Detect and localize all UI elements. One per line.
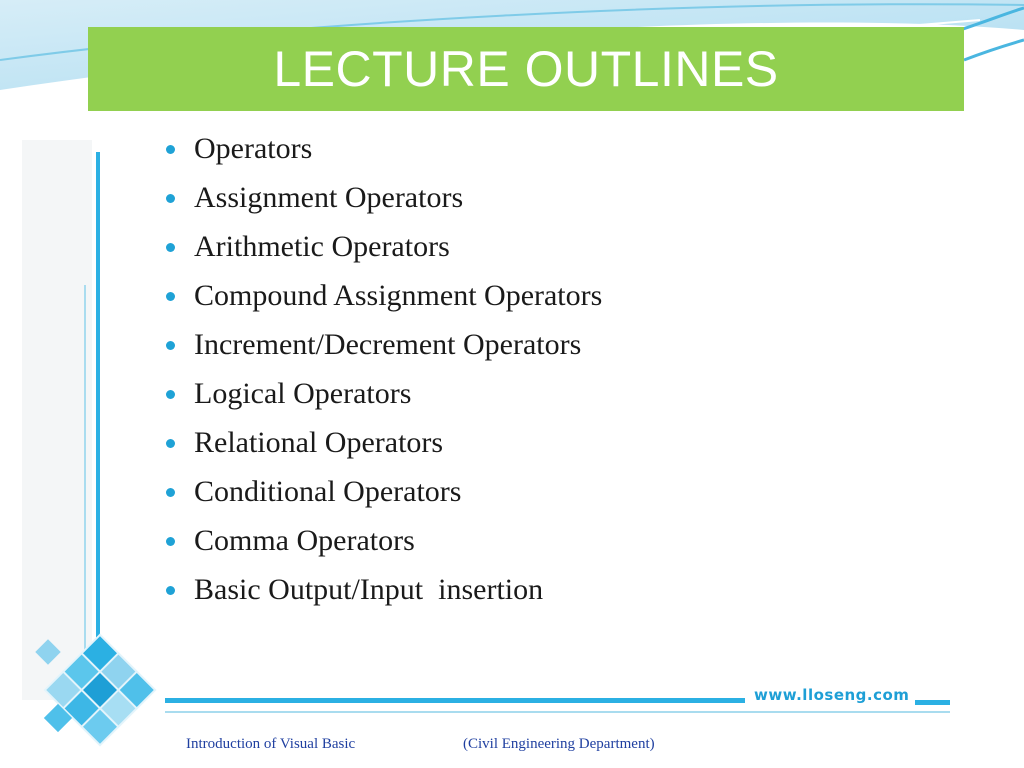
- outline-item-label: Comma Operators: [194, 523, 415, 557]
- bullet-icon: [166, 390, 175, 399]
- outline-item-label: Relational Operators: [194, 425, 444, 459]
- slide-title: LECTURE OUTLINES: [273, 41, 779, 97]
- outline-item-label: Operators: [194, 131, 313, 165]
- website-watermark: www.lloseng.com: [754, 686, 910, 704]
- outline-item-label: Arithmetic Operators: [194, 229, 450, 263]
- outline-item: [166, 222, 602, 271]
- outline-item: [166, 369, 602, 418]
- outline-item: [166, 173, 602, 222]
- bullet-icon: [166, 439, 175, 448]
- outline-item-label: Increment/Decrement Operators: [194, 327, 582, 361]
- bullet-icon: [166, 537, 175, 546]
- outline-item-label: Assignment Operators: [194, 180, 464, 214]
- bullet-icon: [166, 341, 175, 350]
- outline-item-label: Logical Operators: [194, 376, 412, 410]
- outline-item-label: Basic Output/Input insertion: [194, 572, 544, 606]
- outline-item: [166, 516, 602, 565]
- footer-department: (Civil Engineering Department): [463, 736, 655, 752]
- bullet-icon: [166, 292, 175, 301]
- outline-item-label: Conditional Operators: [194, 474, 462, 508]
- bullet-icon: [166, 145, 175, 154]
- footer-course-title: Introduction of Visual Basic: [186, 736, 356, 752]
- outline-item-label: Compound Assignment Operators: [194, 278, 603, 312]
- outline-item: [166, 467, 602, 516]
- outline-item: [166, 565, 602, 614]
- title-banner: [88, 27, 964, 111]
- bullet-icon: [166, 586, 175, 595]
- bullet-icon: [166, 488, 175, 497]
- outline-item: [166, 124, 602, 173]
- outline-item: [166, 320, 602, 369]
- bullet-icon: [166, 243, 175, 252]
- outline-item: [166, 271, 602, 320]
- outline-list: [166, 124, 602, 614]
- outline-item: [166, 418, 602, 467]
- bullet-icon: [166, 194, 175, 203]
